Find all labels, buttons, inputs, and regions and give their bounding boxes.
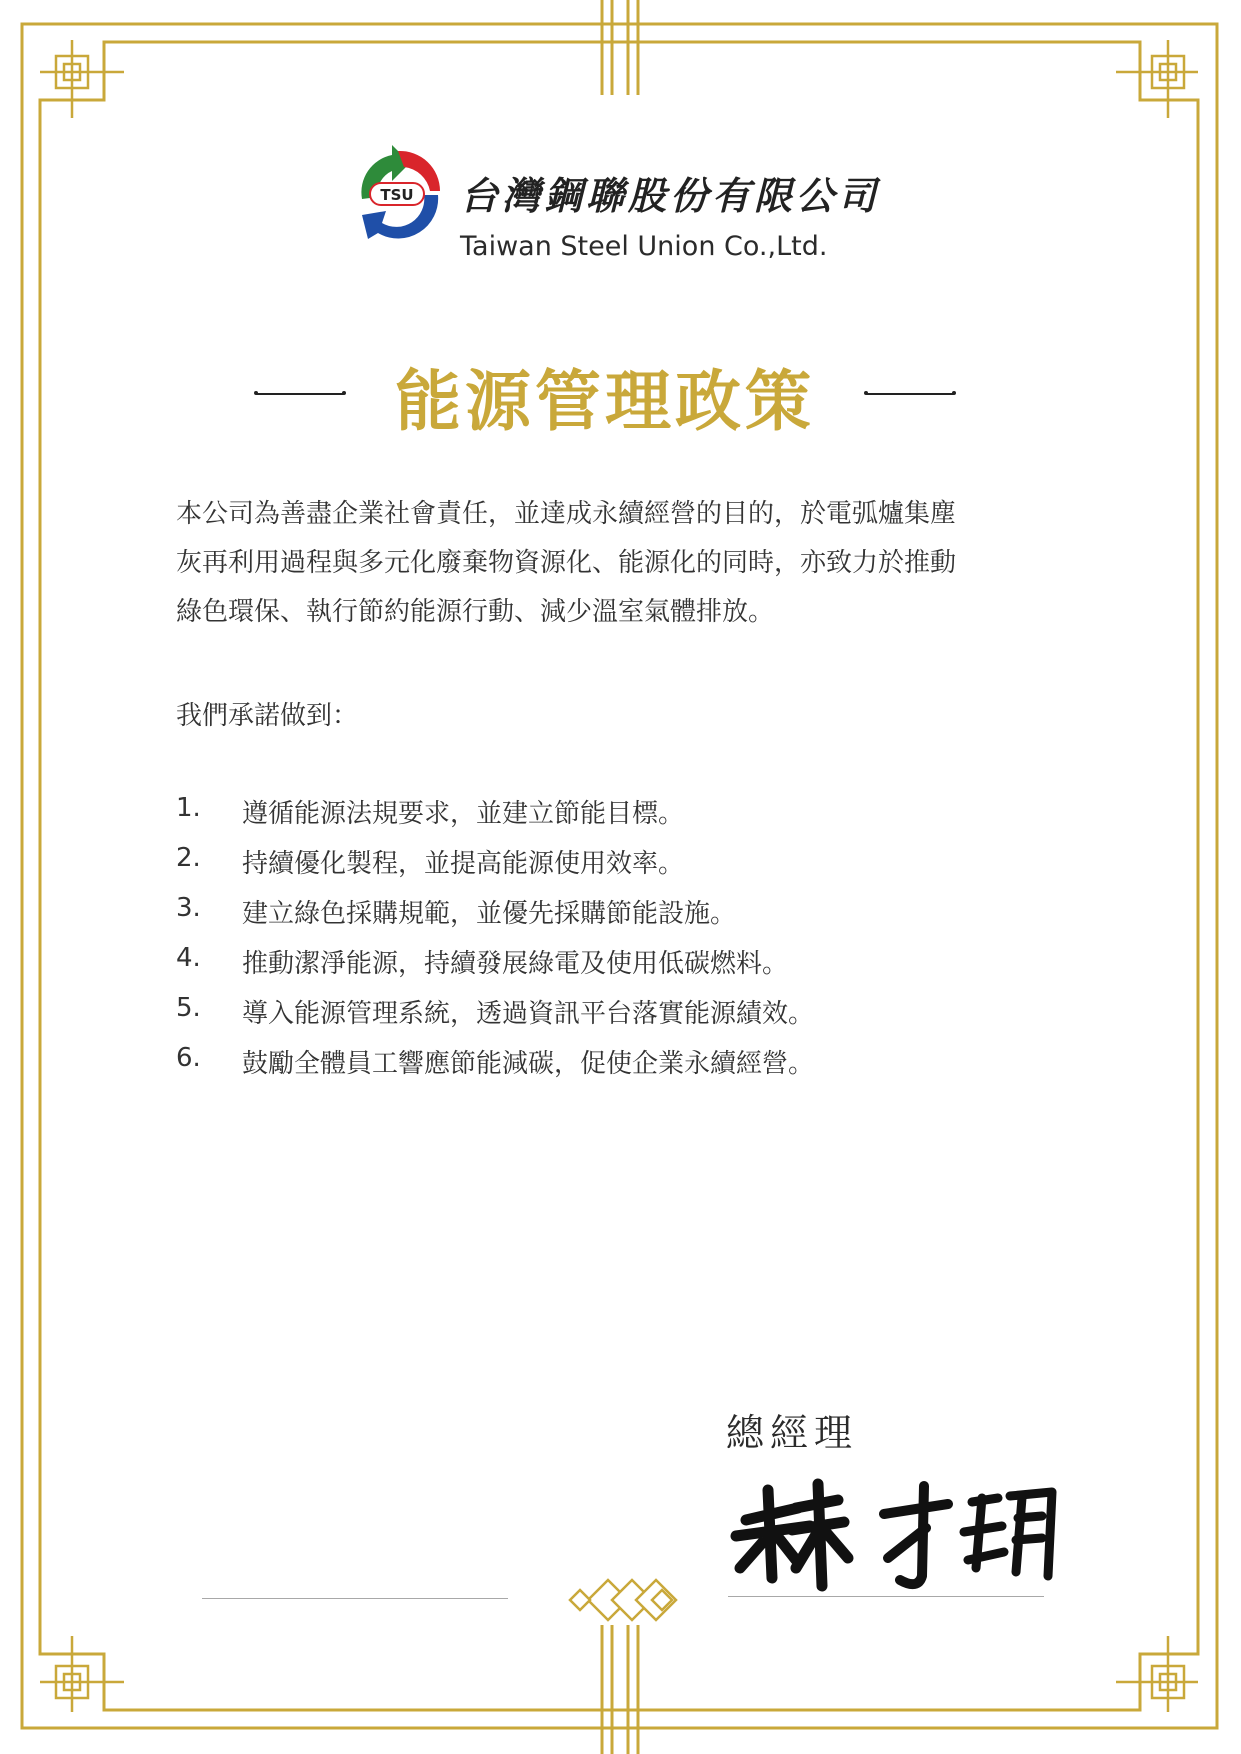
list-item [176,843,1056,893]
item-number: 1. [176,793,201,823]
list-item [176,893,1056,943]
intro-paragraph [176,490,1056,637]
title-rule-right [866,393,954,395]
title-row [250,348,960,438]
company-header [348,143,881,273]
general-manager-title: 總經理 [726,1411,859,1455]
item-text: 推動潔淨能源，持續發展綠電及使用低碳燃料。 [242,949,789,979]
signature-line-right [728,1596,1044,1597]
signature-line-left [202,1598,508,1599]
intro-line: 綠色環保、執行節約能源行動、減少溫室氣體排放。 [176,597,775,627]
item-number: 6. [176,1043,201,1073]
item-text: 導入能源管理系統，透過資訊平台落實能源績效。 [242,999,815,1029]
list-item [176,793,1056,843]
commitment-list [176,793,1056,1093]
handwritten-signature [726,1468,1066,1598]
intro-line: 本公司為善盡企業社會責任，並達成永續經營的目的，於電弧爐集塵 [176,499,957,529]
company-name-english: Taiwan Steel Union Co.,Ltd. [460,231,828,262]
list-item [176,993,1056,1043]
item-text: 建立綠色採購規範，並優先採購節能設施。 [242,899,737,929]
intro-line: 灰再利用過程與多元化廢棄物資源化、能源化的同時，亦致力於推動 [176,548,957,578]
item-text: 鼓勵全體員工響應節能減碳，促使企業永續經營。 [242,1049,815,1079]
lattice-ornament [570,1580,676,1620]
item-text: 持續優化製程，並提高能源使用效率。 [242,849,685,879]
list-item [176,943,1056,993]
item-number: 4. [176,943,201,973]
logo-mark-text: TSU [380,186,414,204]
tsu-logo-icon [348,143,448,243]
item-text: 遵循能源法規要求，並建立節能目標。 [242,799,685,829]
item-number: 2. [176,843,201,873]
item-number: 5. [176,993,201,1023]
pledge-heading: 我們承諾做到： [176,701,359,731]
page-title: 能源管理政策 [395,363,815,440]
list-item [176,1043,1056,1093]
company-name-chinese: 台灣鋼聯股份有限公司 [460,173,881,218]
item-number: 3. [176,893,201,923]
